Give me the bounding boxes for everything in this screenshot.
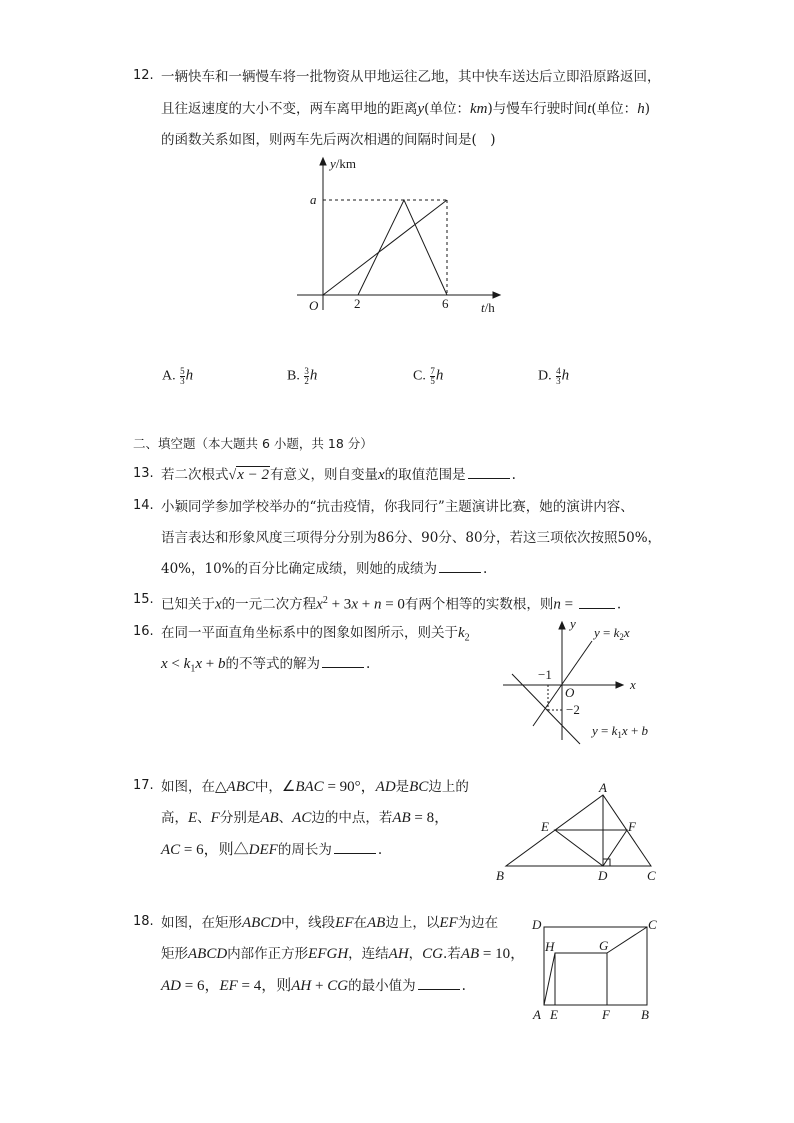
q12-a-label: a xyxy=(310,192,317,207)
q18-number: 18. xyxy=(133,914,154,929)
q15-var-x: x xyxy=(215,596,222,613)
q18-l1-ab: AB xyxy=(367,915,386,931)
q18-label-d: D xyxy=(532,917,542,932)
q12-tick-6: 6 xyxy=(442,296,449,311)
q18-square-efgh xyxy=(555,953,607,1005)
q12-number: 12. xyxy=(133,68,154,83)
q16-bot-x: x xyxy=(621,723,628,738)
q18-label-b: B xyxy=(641,1007,649,1022)
q18-l1-ef2: EF xyxy=(439,915,458,931)
q12-line2-e: ) xyxy=(644,101,650,117)
q15-number: 15. xyxy=(133,592,154,607)
q18-l1-d: 边上，以 xyxy=(385,915,440,931)
q13-text-c: 的取值范围是 xyxy=(384,467,466,483)
q16-line2-sub: 1 xyxy=(190,663,196,675)
q12-y-label-var: y xyxy=(330,156,336,171)
q15-eq-x: x xyxy=(351,596,358,613)
q18-l2-abcd: ABCD xyxy=(188,946,228,962)
q12-tick-2: 2 xyxy=(354,296,361,311)
q12-option-d-unit: h xyxy=(561,367,570,384)
q12-line2-c: )与慢车行驶时间 xyxy=(487,101,588,117)
q18-l1-ef: EF xyxy=(335,915,354,931)
q17-l1-bc: BC xyxy=(409,779,429,795)
q15-eq: = xyxy=(560,596,577,613)
q13-number: 13. xyxy=(133,466,154,481)
q17-l1-b: 中， xyxy=(254,779,282,795)
q12-t-label-unit: /h xyxy=(484,300,495,315)
q12-var-y: y xyxy=(417,101,425,117)
q18-rectangle-abcd xyxy=(544,927,647,1005)
q15-eq-n: n xyxy=(373,596,382,613)
q14-line2: 语言表达和形象风度三项得分分别为86分、90分、80分，若这三项依次按照50%， xyxy=(161,530,662,546)
q18-l3-b: 的最小值为 xyxy=(348,978,416,994)
q17-l2-ac: AC xyxy=(292,810,312,826)
q17-l3-6: = 6，则 xyxy=(180,842,234,858)
q17-label-d: D xyxy=(598,868,608,883)
q16-top-sub: 2 xyxy=(619,632,624,642)
q18-l2-d: ， xyxy=(408,946,423,962)
q13-sqrt-sign: √ xyxy=(228,468,237,483)
q18-label-h: H xyxy=(545,939,555,954)
q18-end: . xyxy=(461,978,466,994)
q17-l2-a: 高， xyxy=(161,810,188,826)
q15-eq-rest1: + 3 xyxy=(327,596,352,613)
q18-l3-cg: CG xyxy=(327,978,349,994)
q17-l3-tri: △ xyxy=(233,842,249,858)
q12-unit-h: h xyxy=(637,101,645,117)
q13-text-b: 有意义，则自变量 xyxy=(269,467,378,483)
q16-line1-text: 在同一平面直角坐标系中的图象如图所示，则关于 xyxy=(161,625,458,641)
q12-unit-km: km xyxy=(469,101,488,117)
q17-l3-def: DEF xyxy=(248,842,278,858)
q17-l1-c: 是 xyxy=(395,779,410,795)
q17-l2-e: E xyxy=(188,810,198,826)
q16-line2-x2: x xyxy=(195,656,202,672)
q16-top-eq: = xyxy=(599,625,614,640)
q17-l1-d: 边上的 xyxy=(428,779,469,795)
q18-l2-c: ，连结 xyxy=(348,946,389,962)
q16-bot-b: b xyxy=(641,723,649,738)
q18-label-c: C xyxy=(648,917,657,932)
q18-l1-a: 如图，在矩形 xyxy=(161,915,242,931)
q18-l1-abcd: ABCD xyxy=(242,915,282,931)
q16-bot-plus: + xyxy=(627,723,642,738)
q16-line1-k: k xyxy=(458,625,465,641)
q17-l2-8: = 8， xyxy=(410,810,450,826)
q18-segment-cg xyxy=(607,927,647,953)
q13-radicand: x − 2 xyxy=(237,467,269,483)
q12-line2-d: (单位： xyxy=(591,101,638,117)
q15-eq-rest3: = 0 xyxy=(381,596,405,613)
q18-l3-plus: + xyxy=(311,978,328,994)
q12-option-a-den: 3 xyxy=(180,376,185,386)
q17-label-a: A xyxy=(599,780,607,795)
q18-l3-ad: AD xyxy=(161,978,181,994)
q18-l1-b: 中，线段 xyxy=(281,915,336,931)
q14-number: 14. xyxy=(133,498,154,513)
q18-l2-e: .若 xyxy=(443,946,461,962)
q16-end: . xyxy=(365,656,371,672)
q16-minus1-label: −1 xyxy=(538,667,552,682)
q17-l2-c: 分别是 xyxy=(219,810,261,826)
q18-segment-ah xyxy=(544,953,555,1005)
q16-line2-plus: + xyxy=(201,656,218,672)
q17-l1-ad: AD xyxy=(375,779,396,795)
q17-end: . xyxy=(377,842,383,858)
q13-text-a: 若二次根式 xyxy=(161,467,229,483)
q16-top-x: x xyxy=(623,625,630,640)
q17-l1-abc: ABC xyxy=(226,779,255,795)
q17-label-e: E xyxy=(541,819,549,834)
q18-l2-ah: AH xyxy=(388,946,409,962)
q12-option-b-num: 3 xyxy=(304,366,309,376)
q12-y-label-unit: /km xyxy=(335,156,357,171)
q16-line2-lt: < xyxy=(167,656,184,672)
q17-l1-angle: ∠ xyxy=(281,779,296,795)
q12-line1: 一辆快车和一辆慢车将一批物资从甲地运往乙地，其中快车送达后立即沿原路返回， xyxy=(161,69,661,85)
q18-l2-cg: CG xyxy=(422,946,444,962)
q12-option-a-letter: A. xyxy=(162,368,176,384)
q13-var-x: x xyxy=(377,467,385,483)
q16-line2-x: x xyxy=(161,656,168,672)
q15-eq-x2: x xyxy=(316,596,323,613)
q16-bot-sub: 1 xyxy=(617,730,622,740)
q17-l2-b: 、 xyxy=(197,810,211,826)
q18-l2-b: 内部作正方形 xyxy=(227,946,309,962)
q12-option-c-letter: C. xyxy=(413,368,426,384)
q12-option-c-den: 5 xyxy=(430,376,435,386)
q16-origin-label: O xyxy=(565,685,575,700)
q18-l2-efgh: EFGH xyxy=(308,946,349,962)
q17-l2-d: 、 xyxy=(278,810,293,826)
q15-text-a: 已知关于 xyxy=(161,596,215,613)
q12-option-b-den: 2 xyxy=(304,376,309,386)
q16-bot-eq: = xyxy=(597,723,612,738)
q12-option-c-num: 7 xyxy=(430,366,435,376)
q18-l1-e: 为边在 xyxy=(457,915,499,931)
q17-l1-90: = 90°， xyxy=(323,779,376,795)
q18-l1-c: 在 xyxy=(353,915,367,931)
q16-number: 16. xyxy=(133,624,154,639)
q16-bot-y: y xyxy=(592,723,598,738)
q18-label-a: A xyxy=(533,1007,541,1022)
q17-l2-e2: 边的中点，若 xyxy=(311,810,393,826)
q17-label-c: C xyxy=(647,868,656,883)
q12-origin-label: O xyxy=(309,298,319,313)
q17-l1-tri: △ xyxy=(215,779,227,795)
q12-t-label-var: t xyxy=(481,300,485,315)
q18-l3-6: = 6， xyxy=(181,978,220,994)
q12-line2-a: 且往返速度的大小不变，两车离甲地的距离 xyxy=(161,101,418,117)
q18-l2-10: = 10， xyxy=(479,946,526,962)
q16-line2-b: b xyxy=(217,656,226,672)
q16-y-axis-label: y xyxy=(570,616,576,631)
q17-l2-f: F xyxy=(210,810,220,826)
q16-top-y: y xyxy=(594,625,600,640)
q12-option-c-unit: h xyxy=(435,367,444,384)
q12-option-d-num: 4 xyxy=(556,366,561,376)
q14-line3-text: 40%，10%的百分比确定成绩，则她的成绩为 xyxy=(161,561,438,577)
q16-x-axis-label: x xyxy=(630,677,636,692)
q18-label-g: G xyxy=(599,938,609,953)
q12-option-b-letter: B. xyxy=(287,368,300,384)
q12-option-d-letter: D. xyxy=(538,368,552,384)
q17-label-f: F xyxy=(628,819,636,834)
q15-text-b: 的一元二次方程 xyxy=(221,596,317,613)
q14-line1: 小颖同学参加学校举办的“抗击疫情，你我同行”主题演讲比赛，她的演讲内容、 xyxy=(161,499,634,515)
q12-line2-b: (单位： xyxy=(424,101,470,117)
q17-l1-a: 如图，在 xyxy=(161,779,215,795)
q15-var-n: n xyxy=(553,596,561,613)
q15-eq-rest2: + xyxy=(357,596,374,613)
q18-l3-4: = 4，则 xyxy=(237,978,292,994)
q16-line2-k: k xyxy=(183,656,191,672)
q15-text-c: 有两个相等的实数根，则 xyxy=(404,596,554,613)
q15-eq-sup: 2 xyxy=(322,595,328,606)
q18-label-e: E xyxy=(550,1007,558,1022)
q12-option-a-unit: h xyxy=(185,367,194,384)
q18-l3-ah: AH xyxy=(291,978,312,994)
q18-l3-ef: EF xyxy=(219,978,238,994)
q18-l2-a: 矩形 xyxy=(161,946,188,962)
q16-minus2-label: −2 xyxy=(566,702,580,717)
q12-option-b-unit: h xyxy=(309,367,318,384)
q17-label-b: B xyxy=(496,868,504,883)
q16-line1-sub: 2 xyxy=(464,632,470,644)
q18-label-f: F xyxy=(602,1007,610,1022)
q17-number: 17. xyxy=(133,778,154,793)
q12-option-d-den: 3 xyxy=(556,376,561,386)
q12-var-t: t xyxy=(587,101,592,117)
q16-bot-k: k xyxy=(611,723,618,738)
q12-option-a-num: 5 xyxy=(180,366,185,376)
q12-line3: 的函数关系如图，则两车先后两次相遇的间隔时间是( ) xyxy=(161,132,496,148)
q17-l3-b: 的周长为 xyxy=(277,842,332,858)
q14-end: . xyxy=(483,561,488,577)
q17-l1-bac: BAC xyxy=(295,779,324,795)
q13-end: . xyxy=(511,467,516,483)
q18-l2-ab: AB xyxy=(460,946,480,962)
q17-l2-ab: AB xyxy=(260,810,279,826)
q17-l3-ac: AC xyxy=(161,842,181,858)
q15-end: . xyxy=(616,596,622,613)
q17-l2-ab2: AB xyxy=(392,810,411,826)
q16-top-k: k xyxy=(613,625,620,640)
section-2-heading: 二、填空题（本大题共 6 小题，共 18 分） xyxy=(133,436,373,451)
q16-line2-tail: 的不等式的解为 xyxy=(225,656,320,672)
